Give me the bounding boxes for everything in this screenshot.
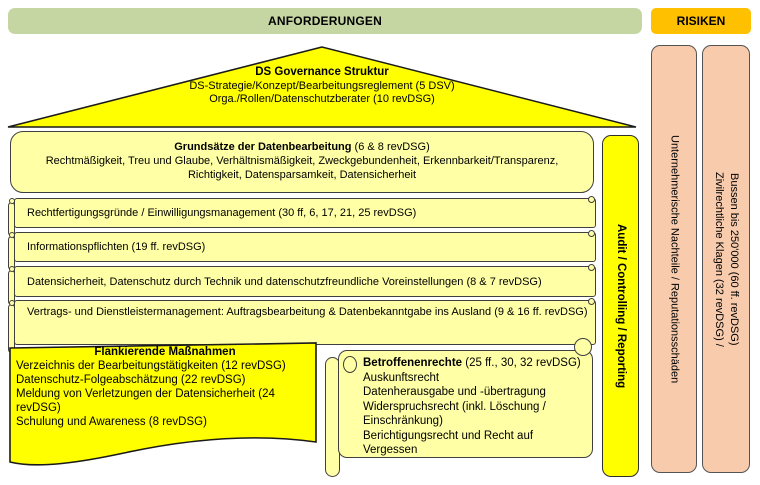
scroll-bar-vendor-management [8, 300, 596, 345]
risk-bar-label-line-2: Bussen bis 250'000 (60 ff. revDSG) [728, 172, 740, 346]
rights-box [363, 356, 587, 458]
principles-line-2: Richtigkeit, Datensparsamkeit, Datensicherheit [187, 169, 417, 181]
rights-title-ref: (25 ff., 30, 32 revDSG) [462, 357, 581, 369]
scroll-knob-left [9, 232, 15, 238]
principles-box [10, 131, 594, 193]
risiken-header: RISIKEN [651, 8, 751, 34]
measures-item: Meldung von Verletzungen der Datensicherheit (24 revDSG) [16, 388, 275, 414]
rights-item: Datenherausgabe und -übertragung [363, 386, 546, 398]
scroll-bar-information-duties [8, 232, 596, 262]
scroll-knob-right [588, 196, 595, 203]
scroll-body [14, 300, 596, 345]
measures-item: Datenschutz-Folgeabschätzung (22 revDSG) [16, 374, 246, 386]
risk-bar-business-disadvantages [651, 45, 697, 473]
roof-line-1: DS-Strategie/Konzept/Bearbeitungsreglement (5 DSV) [189, 79, 455, 92]
measures-box [16, 345, 314, 429]
risk-bar-label: Unternehmerische Nachteile / Reputationsschäden [668, 134, 681, 384]
principles-title-ref: (6 & 8 revDSG) [351, 141, 430, 153]
scroll-knob-right [588, 298, 595, 305]
principles-line-1: Rechtmäßigkeit, Treu und Glaube, Verhältnismäßigkeit, Zweckgebundenheit, Erkennbarkeit/Transparenz, [45, 155, 559, 167]
rights-scroll-curl-top-left [343, 356, 357, 373]
scroll-label: Vertrags- und Dienstleistermanagement: Auftragsbearbeitung & Datenbekanntgabe ins Ausland (9 & 16 ff. revDSG) [27, 306, 588, 318]
scroll-knob-left [9, 198, 15, 204]
risk-bar-civil-claims-fines [702, 45, 750, 473]
rights-item: Auskunftsrecht [363, 371, 440, 384]
measures-item: Verzeichnis der Bearbeitungstätigkeiten (12 revDSG) [16, 360, 286, 372]
risk-bar-label-line-1: Zivilrechtliche Klagen (32 revDSG) / [713, 171, 725, 347]
scroll-label: Rechtfertigungsgründe / Einwilligungsmanagement (30 ff, 6, 17, 21, 25 revDSG) [27, 207, 417, 219]
scroll-body [14, 198, 596, 228]
governance-roof [6, 66, 638, 107]
scroll-knob-left [9, 266, 15, 272]
roof-title: DS Governance Struktur [255, 66, 389, 78]
scroll-knob-left [9, 300, 15, 306]
audit-label: Audit / Controlling / Reporting [615, 223, 627, 389]
measures-item: Schulung und Awareness (8 revDSG) [16, 416, 207, 428]
scroll-knob-right [588, 264, 595, 271]
audit-controlling-reporting-bar [602, 135, 639, 477]
measures-title: Flankierende Maßnahmen [94, 346, 236, 358]
scroll-body [14, 232, 596, 262]
rights-title-line [363, 356, 587, 371]
scroll-label: Informationspflichten (19 ff. revDSG) [27, 241, 206, 253]
rights-item: Widerspruchsrecht (inkl. Löschung / Einschränkung) [363, 400, 546, 427]
principles-title: Grundsätze der Datenbearbeitung [174, 141, 352, 153]
roof-line-2: Orga./Rollen/Datenschutzberater (10 revDSG) [209, 93, 435, 105]
rights-title: Betroffenenrechte [363, 357, 463, 369]
principles-title-line [11, 140, 593, 154]
scroll-body [14, 266, 596, 297]
scroll-knob-right [588, 230, 595, 237]
scroll-label: Datensicherheit, Datenschutz durch Technik und datenschutzfreundliche Voreinstellungen (8 & 7 revDSG) [27, 275, 542, 288]
rights-scroll-curl-top-right [574, 338, 592, 356]
scroll-bar-justification [8, 198, 596, 228]
scroll-bar-data-security [8, 266, 596, 297]
anforderungen-header: ANFORDERUNGEN [8, 8, 642, 34]
rights-item: Berichtigungsrecht und Recht auf Vergessen [363, 429, 534, 456]
